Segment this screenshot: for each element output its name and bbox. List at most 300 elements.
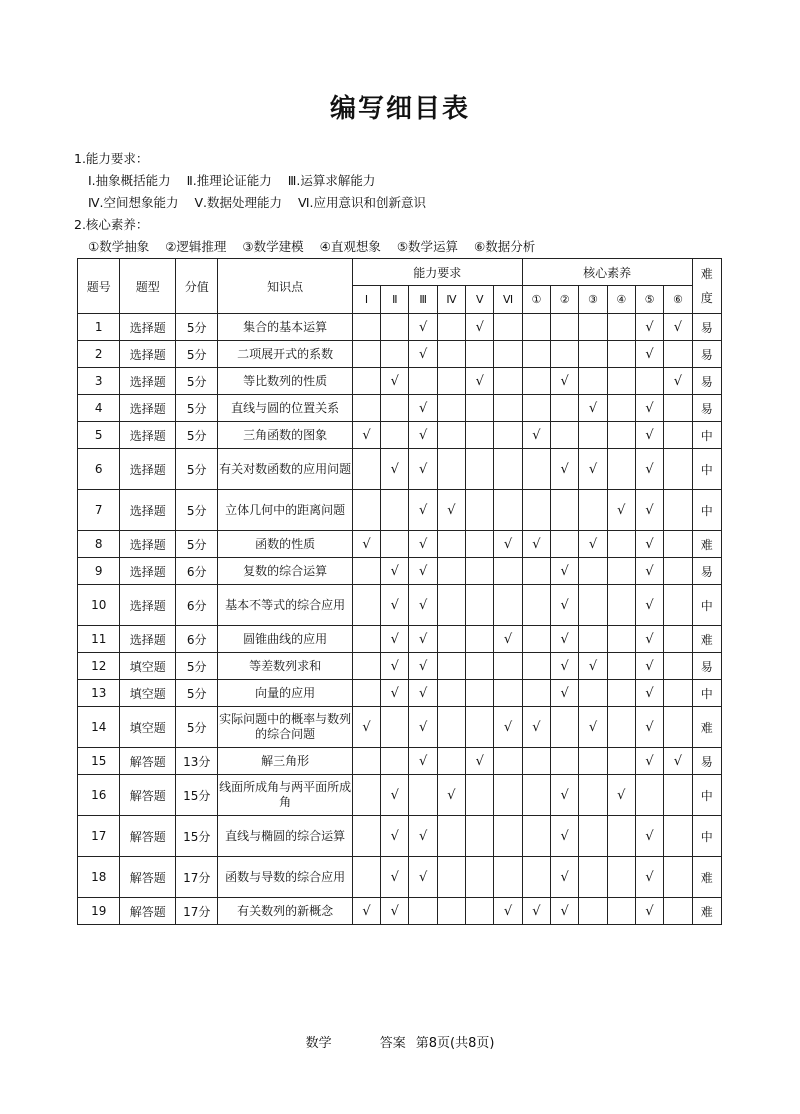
literacy-check-cell	[522, 585, 550, 626]
ability-check-cell: √	[494, 707, 522, 748]
ability-check-cell	[437, 422, 465, 449]
ability-check-cell: √	[466, 368, 494, 395]
literacy-check-cell: √	[579, 707, 607, 748]
ability-check-cell: √	[409, 341, 437, 368]
literacy-check-cell: √	[635, 449, 663, 490]
literacy-check-cell	[607, 585, 635, 626]
cell-score: 15分	[176, 816, 218, 857]
ability-check-cell	[494, 680, 522, 707]
footer-subject: 数学	[305, 1036, 332, 1051]
ability-check-cell	[466, 585, 494, 626]
ability-check-cell	[381, 490, 409, 531]
cell-difficulty: 难	[692, 898, 721, 925]
cell-score: 5分	[176, 449, 218, 490]
ability-check-cell	[352, 857, 380, 898]
ability-check-cell	[381, 422, 409, 449]
ability-check-cell: √	[409, 653, 437, 680]
ability-check-cell	[466, 898, 494, 925]
cell-knowledge: 复数的综合运算	[218, 558, 352, 585]
cell-difficulty: 易	[692, 314, 721, 341]
ability-check-cell: √	[352, 898, 380, 925]
literacy-check-cell: √	[551, 368, 579, 395]
ability-check-cell: √	[381, 857, 409, 898]
literacy-col-header: ⑤	[635, 286, 663, 314]
literacy-check-cell	[664, 531, 692, 558]
ability-col-header: Ⅳ	[437, 286, 465, 314]
literacy-check-cell	[579, 748, 607, 775]
literacy-item: ①数学抽象	[88, 239, 150, 254]
ability-check-cell: √	[409, 748, 437, 775]
ability-check-cell	[437, 857, 465, 898]
literacy-col-header: ①	[522, 286, 550, 314]
cell-num: 9	[78, 558, 120, 585]
ability-check-cell	[409, 898, 437, 925]
ability-check-cell	[466, 531, 494, 558]
literacy-check-cell	[664, 585, 692, 626]
ability-check-cell	[352, 775, 380, 816]
literacy-check-cell: √	[635, 531, 663, 558]
literacy-check-cell	[579, 341, 607, 368]
cell-difficulty: 难	[692, 531, 721, 558]
cell-score: 6分	[176, 585, 218, 626]
ability-check-cell: √	[381, 653, 409, 680]
literacy-check-cell: √	[635, 748, 663, 775]
cell-type: 选择题	[120, 314, 176, 341]
literacy-check-cell: √	[635, 680, 663, 707]
cell-num: 2	[78, 341, 120, 368]
cell-knowledge: 二项展开式的系数	[218, 341, 352, 368]
ability-check-cell	[437, 653, 465, 680]
ability-check-cell: √	[409, 395, 437, 422]
ability-check-cell	[437, 368, 465, 395]
ability-check-cell	[437, 898, 465, 925]
literacy-check-cell: √	[635, 490, 663, 531]
literacy-check-cell	[664, 857, 692, 898]
literacy-check-cell: √	[635, 395, 663, 422]
ability-check-cell: √	[494, 531, 522, 558]
literacy-check-cell	[664, 775, 692, 816]
ability-check-cell	[437, 707, 465, 748]
literacy-check-cell: √	[607, 490, 635, 531]
header-ability: 能力要求	[352, 259, 522, 286]
cell-difficulty: 难	[692, 626, 721, 653]
cell-difficulty: 易	[692, 558, 721, 585]
ability-check-cell: √	[381, 558, 409, 585]
literacy-check-cell: √	[551, 626, 579, 653]
cell-type: 选择题	[120, 341, 176, 368]
ability-check-cell	[466, 626, 494, 653]
ability-check-cell	[381, 748, 409, 775]
literacy-check-cell	[579, 585, 607, 626]
literacy-check-cell: √	[635, 585, 663, 626]
ability-heading: 1.能力要求：	[74, 151, 149, 166]
cell-num: 19	[78, 898, 120, 925]
ability-check-cell: √	[381, 626, 409, 653]
ability-check-cell: √	[409, 816, 437, 857]
ability-check-cell: √	[409, 857, 437, 898]
cell-type: 解答题	[120, 857, 176, 898]
literacy-check-cell	[664, 395, 692, 422]
cell-difficulty: 难	[692, 857, 721, 898]
ability-item: Ⅰ.抽象概括能力	[88, 173, 171, 188]
literacy-check-cell	[664, 558, 692, 585]
header-literacy: 核心素养	[522, 259, 692, 286]
literacy-check-cell: √	[522, 898, 550, 925]
ability-check-cell	[409, 368, 437, 395]
cell-score: 5分	[176, 368, 218, 395]
literacy-check-cell	[579, 422, 607, 449]
cell-difficulty: 难	[692, 707, 721, 748]
ability-check-cell	[466, 490, 494, 531]
literacy-check-cell	[522, 653, 550, 680]
literacy-check-cell: √	[635, 341, 663, 368]
cell-knowledge: 有关对数函数的应用问题	[218, 449, 352, 490]
cell-score: 5分	[176, 707, 218, 748]
ability-col-header: Ⅵ	[494, 286, 522, 314]
cell-score: 13分	[176, 748, 218, 775]
cell-score: 15分	[176, 775, 218, 816]
ability-check-cell	[352, 395, 380, 422]
ability-check-cell: √	[409, 680, 437, 707]
header-difficulty: 难度	[692, 259, 721, 314]
literacy-check-cell: √	[551, 898, 579, 925]
ability-check-cell	[494, 395, 522, 422]
literacy-check-cell	[635, 368, 663, 395]
cell-score: 17分	[176, 898, 218, 925]
cell-score: 6分	[176, 626, 218, 653]
literacy-check-cell: √	[635, 558, 663, 585]
literacy-check-cell	[664, 341, 692, 368]
ability-check-cell: √	[409, 449, 437, 490]
ability-check-cell	[466, 857, 494, 898]
ability-check-cell	[437, 531, 465, 558]
table-row	[78, 816, 722, 857]
ability-check-cell	[437, 680, 465, 707]
literacy-check-cell	[664, 449, 692, 490]
cell-score: 6分	[176, 558, 218, 585]
ability-check-cell	[381, 531, 409, 558]
cell-knowledge: 线面所成角与两平面所成角	[218, 775, 352, 816]
cell-type: 选择题	[120, 558, 176, 585]
ability-check-cell: √	[409, 490, 437, 531]
literacy-check-cell	[607, 707, 635, 748]
literacy-heading: 2.核心素养：	[74, 217, 149, 232]
ability-check-cell	[494, 857, 522, 898]
cell-num: 1	[78, 314, 120, 341]
ability-check-cell	[494, 490, 522, 531]
ability-check-cell: √	[352, 422, 380, 449]
specification-table	[77, 258, 722, 925]
cell-num: 6	[78, 449, 120, 490]
cell-type: 填空题	[120, 707, 176, 748]
literacy-check-cell	[607, 626, 635, 653]
cell-type: 选择题	[120, 585, 176, 626]
ability-check-cell: √	[352, 707, 380, 748]
ability-check-cell: √	[466, 748, 494, 775]
literacy-check-cell	[522, 816, 550, 857]
ability-check-cell: √	[381, 775, 409, 816]
literacy-check-cell: √	[522, 707, 550, 748]
footer-label: 答案	[379, 1036, 406, 1051]
table-row	[78, 558, 722, 585]
cell-num: 10	[78, 585, 120, 626]
cell-difficulty: 中	[692, 775, 721, 816]
header-num: 题号	[78, 259, 120, 314]
literacy-check-cell	[579, 857, 607, 898]
literacy-check-cell: √	[579, 395, 607, 422]
cell-difficulty: 中	[692, 680, 721, 707]
literacy-check-cell	[579, 816, 607, 857]
ability-requirements	[74, 148, 547, 258]
literacy-check-cell	[664, 707, 692, 748]
literacy-check-cell: √	[664, 748, 692, 775]
cell-type: 选择题	[120, 449, 176, 490]
literacy-check-cell: √	[635, 898, 663, 925]
literacy-check-cell	[579, 680, 607, 707]
literacy-check-cell	[522, 368, 550, 395]
ability-check-cell	[437, 449, 465, 490]
ability-check-cell	[437, 341, 465, 368]
ability-check-cell	[352, 680, 380, 707]
cell-knowledge: 函数与导数的综合应用	[218, 857, 352, 898]
ability-check-cell	[437, 816, 465, 857]
cell-knowledge: 三角函数的图象	[218, 422, 352, 449]
cell-type: 选择题	[120, 531, 176, 558]
ability-col-header: Ⅰ	[352, 286, 380, 314]
literacy-check-cell: √	[522, 531, 550, 558]
literacy-col-header: ⑥	[664, 286, 692, 314]
literacy-check-cell	[607, 395, 635, 422]
literacy-col-header: ④	[607, 286, 635, 314]
ability-check-cell	[466, 707, 494, 748]
ability-col-header: Ⅴ	[466, 286, 494, 314]
literacy-check-cell: √	[551, 775, 579, 816]
literacy-check-cell	[664, 490, 692, 531]
ability-check-cell	[494, 341, 522, 368]
cell-score: 5分	[176, 680, 218, 707]
ability-check-cell	[494, 314, 522, 341]
literacy-check-cell	[522, 449, 550, 490]
ability-check-cell	[381, 395, 409, 422]
ability-check-cell	[494, 368, 522, 395]
cell-num: 16	[78, 775, 120, 816]
cell-num: 12	[78, 653, 120, 680]
ability-check-cell	[494, 775, 522, 816]
cell-type: 选择题	[120, 422, 176, 449]
ability-check-cell	[494, 653, 522, 680]
literacy-check-cell: √	[579, 531, 607, 558]
cell-difficulty: 中	[692, 449, 721, 490]
ability-check-cell	[352, 449, 380, 490]
table-row	[78, 653, 722, 680]
literacy-check-cell	[551, 707, 579, 748]
cell-num: 3	[78, 368, 120, 395]
cell-knowledge: 向量的应用	[218, 680, 352, 707]
ability-check-cell	[437, 558, 465, 585]
ability-col-header: Ⅲ	[409, 286, 437, 314]
literacy-check-cell: √	[551, 558, 579, 585]
literacy-check-cell	[635, 775, 663, 816]
literacy-check-cell	[579, 490, 607, 531]
ability-check-cell	[494, 585, 522, 626]
cell-knowledge: 基本不等式的综合应用	[218, 585, 352, 626]
ability-check-cell	[352, 748, 380, 775]
ability-check-cell: √	[381, 816, 409, 857]
literacy-check-cell	[522, 775, 550, 816]
ability-check-cell: √	[437, 775, 465, 816]
cell-num: 8	[78, 531, 120, 558]
footer-page: 第8页(共8页)	[415, 1036, 495, 1051]
cell-score: 5分	[176, 490, 218, 531]
ability-check-cell	[466, 680, 494, 707]
ability-check-cell: √	[437, 490, 465, 531]
table-row	[78, 857, 722, 898]
cell-score: 5分	[176, 422, 218, 449]
ability-check-cell	[437, 395, 465, 422]
ability-check-cell	[494, 449, 522, 490]
table-row	[78, 368, 722, 395]
ability-check-cell	[437, 585, 465, 626]
ability-check-cell	[352, 653, 380, 680]
cell-num: 11	[78, 626, 120, 653]
ability-item: Ⅳ.空间想象能力	[88, 195, 179, 210]
literacy-check-cell	[522, 314, 550, 341]
literacy-check-cell: √	[551, 816, 579, 857]
literacy-check-cell	[551, 395, 579, 422]
ability-check-cell	[381, 341, 409, 368]
literacy-check-cell	[579, 626, 607, 653]
literacy-check-cell: √	[635, 314, 663, 341]
cell-difficulty: 中	[692, 585, 721, 626]
literacy-check-cell	[579, 314, 607, 341]
literacy-check-cell: √	[551, 857, 579, 898]
ability-check-cell: √	[409, 585, 437, 626]
literacy-check-cell: √	[579, 653, 607, 680]
literacy-check-cell: √	[635, 857, 663, 898]
cell-knowledge: 等差数列求和	[218, 653, 352, 680]
ability-check-cell: √	[409, 626, 437, 653]
literacy-item: ②逻辑推理	[165, 239, 227, 254]
table-row	[78, 707, 722, 748]
ability-check-cell: √	[381, 898, 409, 925]
literacy-check-cell	[522, 558, 550, 585]
ability-check-cell: √	[352, 531, 380, 558]
literacy-check-cell	[579, 558, 607, 585]
cell-knowledge: 直线与椭圆的综合运算	[218, 816, 352, 857]
literacy-check-cell	[522, 626, 550, 653]
table-row	[78, 680, 722, 707]
literacy-item: ⑥数据分析	[474, 239, 536, 254]
cell-knowledge: 解三角形	[218, 748, 352, 775]
table-row	[78, 626, 722, 653]
ability-check-cell: √	[381, 680, 409, 707]
ability-check-cell	[409, 775, 437, 816]
literacy-check-cell	[551, 531, 579, 558]
literacy-check-cell	[607, 857, 635, 898]
ability-check-cell: √	[494, 626, 522, 653]
cell-difficulty: 易	[692, 748, 721, 775]
cell-score: 5分	[176, 531, 218, 558]
cell-type: 选择题	[120, 626, 176, 653]
literacy-check-cell	[522, 748, 550, 775]
literacy-check-cell	[607, 341, 635, 368]
cell-difficulty: 中	[692, 816, 721, 857]
ability-line-1	[74, 170, 547, 192]
ability-check-cell	[352, 341, 380, 368]
cell-score: 5分	[176, 395, 218, 422]
literacy-check-cell: √	[635, 422, 663, 449]
page-title: 编写细目表	[329, 94, 470, 124]
ability-check-cell	[494, 748, 522, 775]
table-row	[78, 585, 722, 626]
literacy-check-cell	[579, 368, 607, 395]
cell-knowledge: 圆锥曲线的应用	[218, 626, 352, 653]
ability-line-2	[74, 192, 547, 214]
ability-check-cell	[352, 368, 380, 395]
literacy-check-cell: √	[635, 816, 663, 857]
ability-check-cell	[494, 816, 522, 857]
literacy-check-cell	[607, 368, 635, 395]
table-body	[78, 314, 722, 925]
literacy-check-cell	[664, 653, 692, 680]
table-row	[78, 748, 722, 775]
cell-num: 13	[78, 680, 120, 707]
ability-check-cell	[466, 816, 494, 857]
cell-knowledge: 直线与圆的位置关系	[218, 395, 352, 422]
ability-check-cell: √	[409, 531, 437, 558]
ability-check-cell	[437, 314, 465, 341]
literacy-check-cell	[607, 816, 635, 857]
cell-knowledge: 有关数列的新概念	[218, 898, 352, 925]
ability-item: Ⅴ.数据处理能力	[194, 195, 283, 210]
cell-type: 选择题	[120, 490, 176, 531]
literacy-check-cell: √	[635, 626, 663, 653]
page-footer	[0, 1032, 800, 1051]
ability-check-cell	[381, 314, 409, 341]
ability-check-cell: √	[381, 449, 409, 490]
ability-check-cell: √	[409, 314, 437, 341]
ability-check-cell	[466, 422, 494, 449]
literacy-check-cell: √	[551, 449, 579, 490]
literacy-check-cell	[551, 490, 579, 531]
ability-check-cell	[352, 585, 380, 626]
ability-item: Ⅲ.运算求解能力	[287, 173, 376, 188]
literacy-check-cell: √	[551, 653, 579, 680]
cell-difficulty: 易	[692, 395, 721, 422]
table-row	[78, 490, 722, 531]
literacy-check-cell	[579, 898, 607, 925]
literacy-check-cell	[522, 341, 550, 368]
literacy-check-cell	[551, 314, 579, 341]
cell-num: 17	[78, 816, 120, 857]
ability-check-cell: √	[466, 314, 494, 341]
literacy-item: ④直观想象	[319, 239, 381, 254]
ability-check-cell	[466, 775, 494, 816]
ability-check-cell	[466, 395, 494, 422]
literacy-check-cell	[579, 775, 607, 816]
literacy-check-cell	[522, 395, 550, 422]
literacy-item: ⑤数学运算	[396, 239, 459, 254]
cell-type: 解答题	[120, 898, 176, 925]
ability-col-header: Ⅱ	[381, 286, 409, 314]
cell-difficulty: 中	[692, 490, 721, 531]
header-score: 分值	[176, 259, 218, 314]
literacy-check-cell	[607, 314, 635, 341]
cell-type: 填空题	[120, 680, 176, 707]
literacy-check-cell: √	[551, 680, 579, 707]
ability-check-cell: √	[409, 558, 437, 585]
ability-check-cell	[352, 558, 380, 585]
